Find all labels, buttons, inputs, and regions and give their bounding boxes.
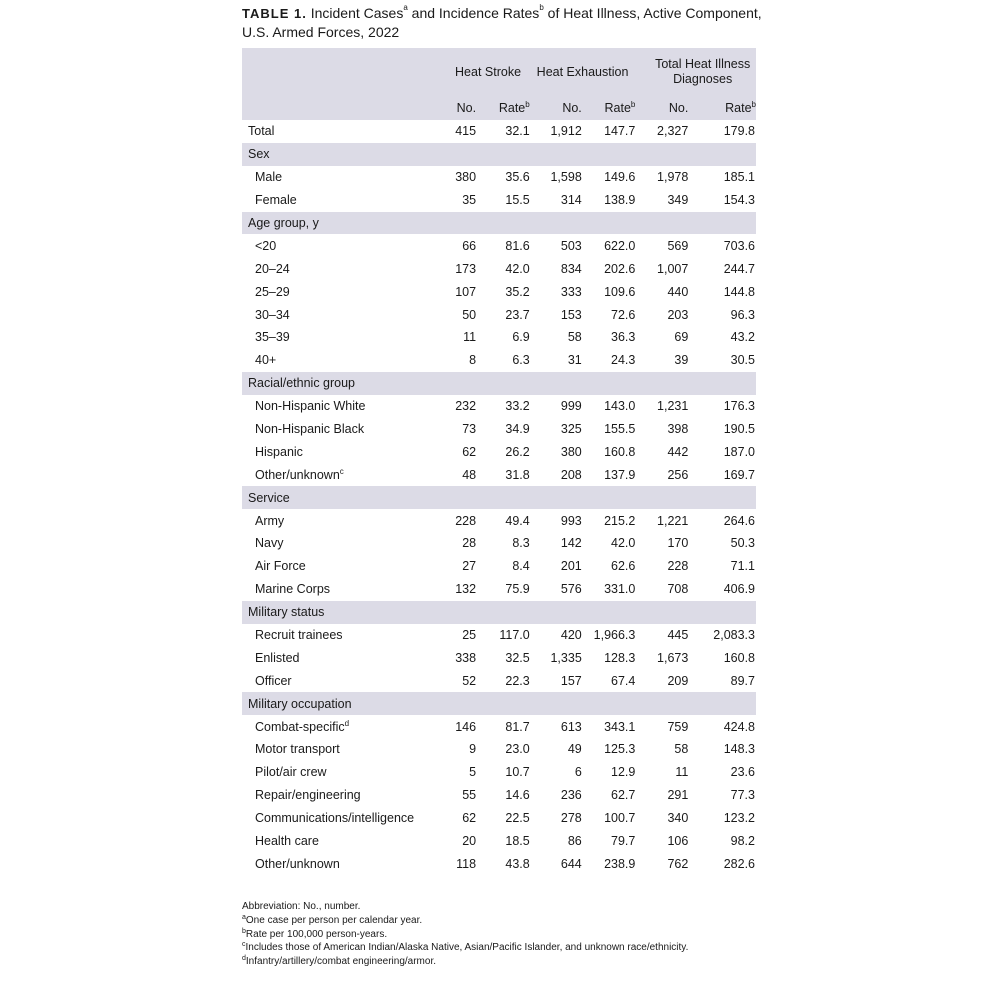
table-row — [242, 189, 756, 212]
cell-count: 445 — [667, 628, 689, 643]
cell-count: 58 — [567, 330, 582, 345]
cell-rate: 147.7 — [604, 124, 636, 139]
cell-count: 333 — [560, 284, 582, 299]
cell-rate: 81.7 — [505, 719, 530, 734]
category-label: Racial/ethnic group — [242, 372, 756, 395]
table-row — [242, 807, 756, 830]
category-row — [242, 692, 756, 715]
cell-count: 203 — [667, 307, 689, 322]
cell-rate: 331.0 — [604, 582, 636, 597]
cell-count: 314 — [560, 193, 582, 208]
cell-rate: 109.6 — [604, 284, 636, 299]
cell-count: 349 — [667, 193, 689, 208]
cell-rate: 238.9 — [604, 856, 636, 871]
cell-count: 278 — [560, 811, 582, 826]
cell-count: 338 — [455, 650, 477, 665]
cell-count: 107 — [455, 284, 477, 299]
cell-count: 20 — [462, 834, 477, 849]
cell-rate: 8.4 — [512, 559, 530, 574]
cell-count: 11 — [463, 330, 477, 345]
cell-count: 62 — [462, 444, 477, 459]
cell-rate: 42.0 — [505, 261, 530, 276]
row-label: Communications/intelligence — [255, 811, 415, 826]
cell-count: 993 — [560, 513, 582, 528]
table-row — [242, 853, 756, 876]
table-row — [242, 578, 756, 601]
row-label: Combat-specific$^d$ — [255, 718, 350, 734]
cell-count: 49 — [567, 742, 582, 757]
cell-rate: 36.3 — [611, 330, 636, 345]
cell-count: 380 — [455, 170, 477, 185]
table-row — [242, 440, 756, 463]
col-no: No. — [446, 96, 476, 120]
cell-count: 420 — [560, 628, 582, 643]
cell-rate: 282.6 — [723, 856, 755, 871]
category-label: Age group, y — [242, 212, 756, 235]
cell-rate: 8.3 — [512, 536, 530, 551]
table-label: TABLE 1. — [242, 6, 307, 21]
cell-count: 1,673 — [657, 650, 689, 665]
cell-rate: 406.9 — [723, 582, 755, 597]
cell-rate: 77.3 — [730, 788, 755, 803]
cell-count: 340 — [667, 811, 689, 826]
category-label: Military status — [242, 601, 756, 624]
cell-rate: 62.7 — [611, 788, 636, 803]
cell-rate: 24.3 — [611, 353, 636, 368]
cell-count: 8 — [469, 353, 477, 368]
table-row — [242, 395, 756, 418]
cell-rate: 128.3 — [604, 650, 636, 665]
cell-count: 9 — [469, 742, 477, 757]
cell-count: 1,221 — [657, 513, 689, 528]
row-label: Health care — [255, 834, 319, 849]
data-table — [242, 48, 756, 875]
cell-count: 208 — [560, 467, 582, 482]
cell-rate: 190.5 — [723, 422, 755, 437]
cell-count: 209 — [667, 673, 689, 688]
table-row — [242, 555, 756, 578]
category-row — [242, 212, 756, 235]
cell-count: 398 — [667, 422, 689, 437]
cell-count: 170 — [667, 536, 689, 551]
row-label: Marine Corps — [255, 582, 331, 597]
cell-count: 106 — [667, 834, 689, 849]
footnotes — [242, 900, 942, 969]
row-label: Other/unknown — [255, 856, 340, 871]
cell-count: 153 — [560, 307, 582, 322]
table-column-header — [242, 96, 756, 120]
cell-count: 201 — [560, 559, 582, 574]
cell-rate: 49.4 — [505, 513, 530, 528]
row-label: Hispanic — [255, 444, 303, 459]
cell-rate: 14.6 — [505, 788, 530, 803]
table-row — [242, 303, 756, 326]
header-total-diagnoses: Total Heat Illness Diagnoses — [635, 48, 756, 96]
row-label: Motor transport — [255, 742, 340, 757]
table-row — [242, 738, 756, 761]
cell-count: 52 — [462, 673, 477, 688]
cell-rate: 50.3 — [730, 536, 755, 551]
cell-count: 759 — [667, 719, 689, 734]
col-rate: Rate$^b$ — [476, 96, 530, 120]
footnote: $^d$Infantry/artillery/combat engineering/armor. — [242, 955, 436, 968]
row-footnote-marker: d — [344, 718, 350, 728]
cell-count: 146 — [455, 719, 477, 734]
cell-rate: 185.1 — [723, 170, 755, 185]
cell-count: 86 — [567, 834, 582, 849]
cell-rate: 42.0 — [611, 536, 636, 551]
cell-count: 762 — [667, 856, 689, 871]
cell-count: 503 — [560, 238, 582, 253]
cell-count: 62 — [462, 811, 477, 826]
cell-count: 325 — [560, 422, 582, 437]
cell-rate: 67.4 — [611, 673, 636, 688]
table-row — [242, 715, 756, 738]
cell-count: 228 — [667, 559, 689, 574]
cell-count: 39 — [674, 353, 689, 368]
cell-rate: 1,966.3 — [593, 628, 636, 643]
cell-count: 644 — [560, 856, 582, 871]
cell-count: 50 — [462, 307, 477, 322]
cell-rate: 89.7 — [730, 673, 755, 688]
table-row — [242, 784, 756, 807]
cell-count: 58 — [674, 742, 689, 757]
cell-rate: 6.3 — [512, 353, 530, 368]
table-row — [242, 669, 756, 692]
table-row — [242, 830, 756, 853]
cell-count: 613 — [560, 719, 582, 734]
row-label: Recruit trainees — [255, 628, 343, 643]
row-label: Other/unknown$^c$ — [255, 466, 344, 482]
category-row — [242, 601, 756, 624]
cell-rate: 244.7 — [723, 261, 755, 276]
row-label: <20 — [255, 238, 277, 253]
category-row — [242, 486, 756, 509]
cell-rate: 144.8 — [723, 284, 755, 299]
category-row — [242, 143, 756, 166]
cell-count: 118 — [456, 856, 477, 871]
row-label: 25–29 — [255, 284, 290, 299]
cell-rate: 149.6 — [604, 170, 636, 185]
table-row — [242, 509, 756, 532]
col-rate: Rate$^b$ — [688, 96, 756, 120]
cell-rate: 622.0 — [604, 238, 636, 253]
cell-count: 31 — [567, 353, 582, 368]
table-row — [242, 532, 756, 555]
cell-count: 569 — [667, 238, 689, 253]
cell-rate: 43.2 — [730, 330, 755, 345]
cell-rate: 62.6 — [611, 559, 636, 574]
cell-rate: 23.6 — [730, 765, 755, 780]
cell-rate: 160.8 — [723, 650, 755, 665]
cell-count: 1,007 — [657, 261, 689, 276]
category-row — [242, 372, 756, 395]
cell-count: 1,231 — [657, 399, 689, 414]
table-row — [242, 326, 756, 349]
row-label: Male — [255, 170, 283, 185]
cell-rate: 117.0 — [499, 628, 530, 643]
cell-count: 708 — [667, 582, 689, 597]
cell-count: 48 — [462, 467, 477, 482]
category-label: Military occupation — [242, 692, 756, 715]
cell-rate: 10.7 — [505, 765, 530, 780]
cell-count: 55 — [462, 788, 477, 803]
cell-rate: 75.9 — [505, 582, 530, 597]
cell-rate: 2,083.3 — [713, 628, 755, 643]
cell-count: 380 — [560, 444, 582, 459]
table-title — [242, 4, 772, 41]
cell-rate: 138.9 — [604, 193, 636, 208]
row-label: 30–34 — [255, 307, 290, 322]
cell-rate: 32.5 — [505, 650, 530, 665]
cell-rate: 32.1 — [505, 124, 530, 139]
table-row — [242, 257, 756, 280]
row-label: Army — [255, 513, 285, 528]
cell-rate: 18.5 — [505, 834, 530, 849]
footnote: $^c$Includes those of American Indian/Alaska Native, Asian/Pacific Islander, and unknown race/ethnicity. — [242, 941, 689, 954]
row-label: Non-Hispanic White — [255, 399, 366, 414]
table-group-header — [242, 48, 756, 96]
cell-rate: 215.2 — [604, 513, 636, 528]
cell-count: 1,978 — [657, 170, 689, 185]
cell-count: 35 — [462, 193, 477, 208]
cell-rate: 703.6 — [723, 238, 755, 253]
cell-count: 291 — [667, 788, 689, 803]
cell-rate: 155.5 — [604, 422, 636, 437]
cell-rate: 12.9 — [611, 765, 636, 780]
category-label: Sex — [242, 143, 756, 166]
cell-count: 142 — [560, 536, 582, 551]
cell-count: 157 — [560, 673, 582, 688]
footnote: $^a$One case per person per calendar year. — [242, 913, 423, 926]
row-label: Officer — [255, 673, 292, 688]
header-heat-stroke: Heat Stroke — [446, 48, 529, 96]
cell-rate: 81.6 — [505, 238, 530, 253]
cell-rate: 6.9 — [512, 330, 530, 345]
cell-rate: 26.2 — [505, 444, 530, 459]
cell-rate: 176.3 — [723, 399, 755, 414]
title-text: of Heat Illness, Active Component, U.S. Armed Forces, 2022 — [242, 5, 762, 40]
row-label: 35–39 — [255, 330, 290, 345]
cell-rate: 123.2 — [723, 811, 755, 826]
row-label: Navy — [255, 536, 284, 551]
cell-rate: 71.1 — [730, 559, 755, 574]
cell-count: 25 — [462, 628, 477, 643]
cell-rate: 33.2 — [505, 399, 530, 414]
row-label: Pilot/air crew — [255, 765, 327, 780]
row-label: Female — [255, 193, 297, 208]
cell-rate: 30.5 — [730, 353, 755, 368]
table-row — [242, 166, 756, 189]
row-label: Repair/engineering — [255, 788, 361, 803]
cell-rate: 187.0 — [723, 444, 755, 459]
cell-count: 2,327 — [657, 124, 689, 139]
cell-rate: 43.8 — [505, 856, 530, 871]
cell-count: 28 — [462, 536, 477, 551]
cell-count: 999 — [560, 399, 582, 414]
cell-count: 66 — [462, 238, 477, 253]
cell-count: 5 — [469, 765, 477, 780]
cell-count: 11 — [675, 765, 689, 780]
cell-rate: 179.8 — [723, 124, 755, 139]
row-label: 20–24 — [255, 261, 290, 276]
col-no: No. — [635, 96, 688, 120]
cell-rate: 22.5 — [505, 811, 530, 826]
cell-count: 236 — [560, 788, 582, 803]
cell-rate: 35.6 — [505, 170, 530, 185]
col-no: No. — [530, 96, 582, 120]
footnote: $^b$Rate per 100,000 person-years. — [242, 927, 388, 940]
cell-count: 6 — [574, 765, 582, 780]
cell-count: 1,912 — [550, 124, 582, 139]
title-text: Incident Cases — [306, 5, 404, 21]
cell-count: 132 — [455, 582, 477, 597]
cell-count: 576 — [560, 582, 582, 597]
table-row — [242, 234, 756, 257]
cell-count: 834 — [560, 261, 582, 276]
cell-count: 442 — [667, 444, 689, 459]
cell-rate: 202.6 — [604, 261, 636, 276]
cell-count: 27 — [462, 559, 477, 574]
title-footnote-b: b — [539, 3, 544, 12]
cell-rate: 154.3 — [723, 193, 755, 208]
cell-rate: 100.7 — [604, 811, 636, 826]
table-row — [242, 280, 756, 303]
row-label: 40+ — [255, 353, 277, 368]
category-label: Service — [242, 486, 756, 509]
cell-rate: 264.6 — [723, 513, 755, 528]
row-label: Total — [248, 124, 275, 139]
table-row — [242, 418, 756, 441]
cell-rate: 15.5 — [505, 193, 530, 208]
cell-rate: 23.7 — [505, 307, 530, 322]
row-label: Enlisted — [255, 650, 300, 665]
cell-count: 173 — [455, 261, 477, 276]
cell-rate: 22.3 — [505, 673, 530, 688]
cell-rate: 31.8 — [505, 467, 530, 482]
cell-rate: 23.0 — [505, 742, 530, 757]
cell-count: 232 — [455, 399, 477, 414]
table-row — [242, 120, 756, 143]
cell-rate: 148.3 — [723, 742, 755, 757]
header-heat-exhaustion: Heat Exhaustion — [530, 48, 636, 96]
table-row — [242, 624, 756, 647]
col-rate: Rate$^b$ — [582, 96, 636, 120]
cell-count: 69 — [674, 330, 689, 345]
table-row — [242, 761, 756, 784]
row-label: Air Force — [255, 559, 306, 574]
cell-rate: 72.6 — [611, 307, 636, 322]
cell-rate: 343.1 — [604, 719, 636, 734]
cell-count: 256 — [667, 467, 689, 482]
cell-count: 440 — [667, 284, 689, 299]
cell-rate: 98.2 — [730, 834, 755, 849]
cell-rate: 35.2 — [505, 284, 530, 299]
cell-count: 228 — [455, 513, 477, 528]
cell-rate: 169.7 — [723, 467, 755, 482]
table-row — [242, 646, 756, 669]
table-row — [242, 349, 756, 372]
cell-rate: 125.3 — [604, 742, 636, 757]
title-text: and Incidence Rates — [407, 5, 540, 21]
cell-rate: 79.7 — [611, 834, 636, 849]
cell-rate: 137.9 — [604, 467, 636, 482]
table-row — [242, 463, 756, 486]
cell-count: 73 — [462, 422, 477, 437]
row-footnote-marker: c — [339, 466, 344, 476]
footnote: Abbreviation: No., number. — [242, 901, 361, 912]
cell-rate: 143.0 — [604, 399, 636, 414]
title-footnote-a: a — [403, 3, 408, 12]
cell-rate: 34.9 — [505, 422, 530, 437]
cell-rate: 96.3 — [730, 307, 755, 322]
cell-count: 1,598 — [550, 170, 582, 185]
cell-rate: 424.8 — [723, 719, 755, 734]
cell-count: 415 — [455, 124, 477, 139]
cell-count: 1,335 — [550, 650, 582, 665]
row-label: Non-Hispanic Black — [255, 422, 365, 437]
cell-rate: 160.8 — [604, 444, 636, 459]
